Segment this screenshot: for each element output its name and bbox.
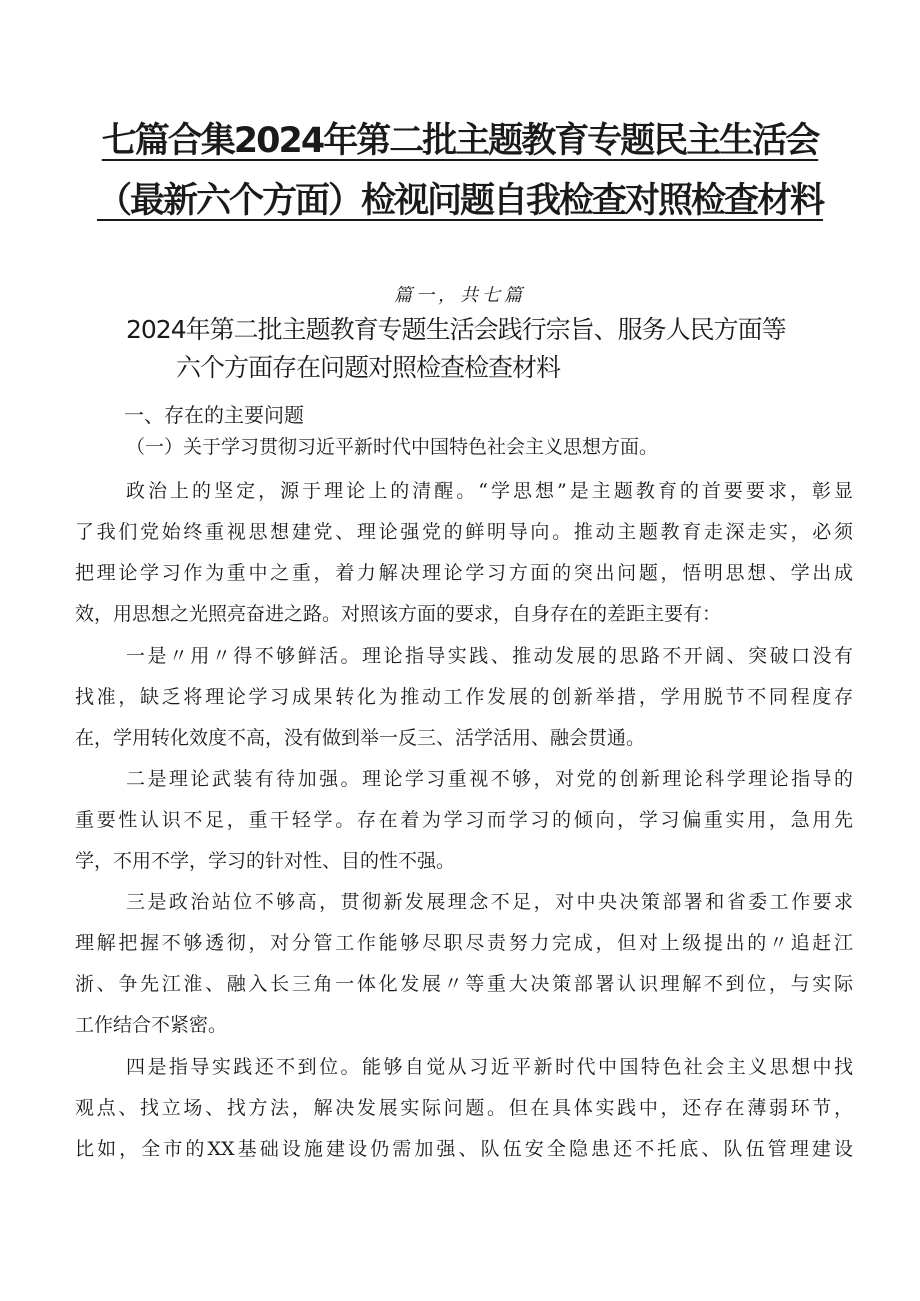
paragraph-line: 观点、找立场、找方法，解决发展实际问题。但在具体实践中，还存在薄弱环节， [75, 1097, 853, 1119]
section-heading: 一、存在的主要问题 [124, 403, 304, 427]
paragraph-line: 重要性认识不足，重干轻学。存在着为学习而学习的倾向，学习偏重实用，急用先 [75, 809, 853, 831]
paragraph-line: （一）关于学习贯彻习近平新时代中国特色社会主义思想方面。 [126, 436, 659, 458]
paragraph-line: 三是政治站位不够高，贯彻新发展理念不足，对中央决策部署和省委工作要求 [126, 891, 853, 913]
paragraph-line: 把理论学习作为重中之重，着力解决理论学习方面的突出问题，悟明思想、学出成 [75, 562, 853, 584]
paragraph-line: 找准，缺乏将理论学习成果转化为推动工作发展的创新举措，学用脱节不同程度存 [75, 686, 853, 708]
section-label: 篇一，共七篇 [394, 285, 526, 306]
paragraph-line: 政治上的坚定，源于理论上的清醒。“学思想”是主题教育的首要要求，彰显 [126, 480, 853, 502]
subtitle-line-2: 六个方面存在问题对照检查检查材料 [176, 353, 561, 382]
paragraph-line: 学，不用不学，学习的针对性、目的性不强。 [75, 850, 456, 872]
paragraph-line: 了我们党始终重视思想建党、理论强党的鲜明导向。推动主题教育走深走实，必须 [75, 521, 853, 543]
paragraph-line: 比如，全市的XX基础设施建设仍需加强、队伍安全隐患还不托底、队伍管理建设 [75, 1138, 853, 1160]
paragraph-line: 四是指导实践还不到位。能够自觉从习近平新时代中国特色社会主义思想中找 [126, 1056, 853, 1078]
paragraph-line: 效，用思想之光照亮奋进之路。对照该方面的要求，自身存在的差距主要有： [75, 603, 722, 625]
paragraph-line: 在，学用转化效度不高，没有做到举一反三、活学活用、融会贯通。 [75, 727, 646, 749]
document-title-line-1: 七篇合集2024年第二批主题教育专题民主生活会 [101, 121, 819, 161]
paragraph-line: 二是理论武装有待加强。理论学习重视不够，对党的创新理论科学理论指导的 [126, 768, 853, 790]
document-title-line-2: （最新六个方面）检视问题自我检查对照检查材料 [96, 181, 823, 221]
paragraph-line: 理解把握不够透彻，对分管工作能够尽职尽责努力完成，但对上级提出的〃追赶江 [75, 932, 853, 954]
paragraph-line: 浙、争先江淮、融入长三角一体化发展〃等重大决策部署认识理解不到位，与实际 [75, 973, 853, 995]
paragraph-line: 一是〃用〃得不够鲜活。理论指导实践、推动发展的思路不开阔、突破口没有 [126, 645, 853, 667]
paragraph-line: 工作结合不紧密。 [75, 1014, 228, 1036]
subtitle-line-1: 2024年第二批主题教育专题生活会践行宗旨、服务人民方面等 [126, 315, 786, 344]
